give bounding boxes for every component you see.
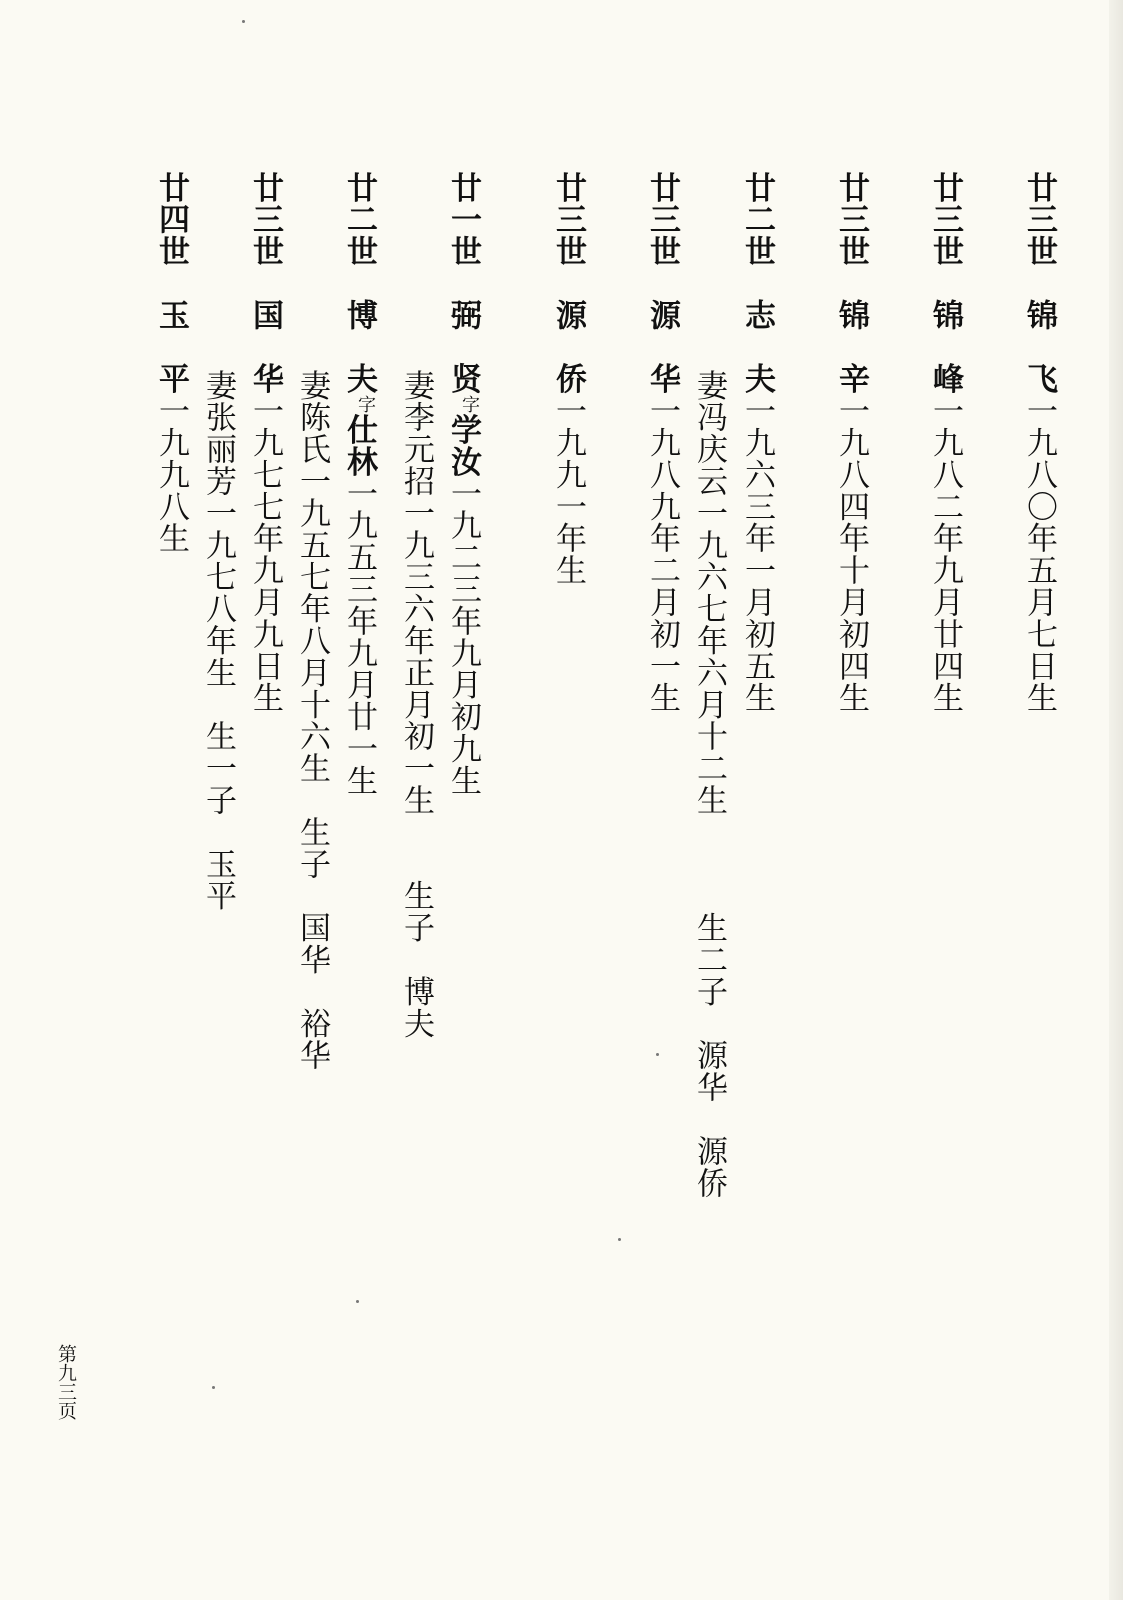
spouse-line xyxy=(400,348,462,1039)
generation-label: 廿二世 xyxy=(739,171,775,268)
birth-date: 一九五三年九月廿一生 xyxy=(341,477,377,797)
children-record: 生二子 源华 源侨 xyxy=(691,911,727,1199)
page-number: 第九三页 xyxy=(55,1344,77,1420)
person-name: 志 夫 xyxy=(739,299,775,395)
person-name: 玉 平 xyxy=(153,299,189,395)
generation-label: 廿三世 xyxy=(1021,171,1057,268)
birth-date: 一九六三年一月初五生 xyxy=(739,394,775,714)
spouse-record: 妻李元招一九三六年正月初一生 xyxy=(398,369,434,817)
birth-date: 一九二三年九月初九生 xyxy=(445,477,481,797)
genealogy-entry xyxy=(929,150,991,714)
scan-speck xyxy=(212,1386,215,1389)
person-name: 弼 贤 xyxy=(445,299,481,395)
page-edge xyxy=(1109,0,1123,1600)
generation-label: 廿四世 xyxy=(153,171,189,268)
children-record: 生子 博夫 xyxy=(398,879,434,1040)
children-record: 生子 国华 裕华 xyxy=(294,816,330,1072)
birth-date: 一九八〇年五月七日生 xyxy=(1021,394,1057,714)
courtesy-name: 仕林 xyxy=(341,413,377,478)
person-name: 锦 峰 xyxy=(927,299,963,395)
generation-label: 廿二世 xyxy=(341,171,377,268)
scan-speck xyxy=(242,20,245,23)
courtesy-name-marker: 字 xyxy=(459,394,480,414)
spouse-record: 妻冯庆云一九六七年六月十二生 xyxy=(691,369,727,817)
generation-label: 廿三世 xyxy=(927,171,963,268)
birth-date: 一九八四年十月初四生 xyxy=(833,394,869,714)
spouse-record: 妻陈氏一九五七年八月十六生 xyxy=(294,369,330,785)
spouse-record: 妻张丽芳一九七八年生 xyxy=(200,369,236,689)
generation-label: 廿三世 xyxy=(644,171,680,268)
birth-date: 一九九一年生 xyxy=(550,394,586,587)
genealogy-entry xyxy=(646,150,708,714)
genealogy-entry xyxy=(552,150,614,586)
person-name: 锦 辛 xyxy=(833,299,869,395)
generation-label: 廿三世 xyxy=(550,171,586,268)
person-name: 博 夫 xyxy=(341,299,377,395)
genealogy-entry xyxy=(155,150,217,554)
scan-speck xyxy=(618,1238,621,1241)
courtesy-name: 学汝 xyxy=(445,413,481,478)
birth-date: 一九九八生 xyxy=(153,394,189,555)
courtesy-name-marker: 字 xyxy=(355,394,376,414)
birth-date: 一九八二年九月廿四生 xyxy=(927,394,963,714)
person-name: 源 华 xyxy=(644,299,680,395)
person-name: 锦 飞 xyxy=(1021,299,1057,395)
person-name: 国 华 xyxy=(247,299,283,395)
birth-date: 一九八九年二月初一生 xyxy=(644,394,680,714)
scan-speck xyxy=(356,1300,359,1303)
generation-label: 廿三世 xyxy=(247,171,283,268)
children-record: 生一子 玉平 xyxy=(200,720,236,912)
generation-label: 廿三世 xyxy=(833,171,869,268)
genealogy-entry xyxy=(835,150,897,714)
genealogy-entry xyxy=(1023,150,1085,714)
person-name: 源 侨 xyxy=(550,299,586,395)
generation-label: 廿一世 xyxy=(445,171,481,268)
scan-speck xyxy=(656,1053,659,1056)
birth-date: 一九七七年九月九日生 xyxy=(247,394,283,714)
